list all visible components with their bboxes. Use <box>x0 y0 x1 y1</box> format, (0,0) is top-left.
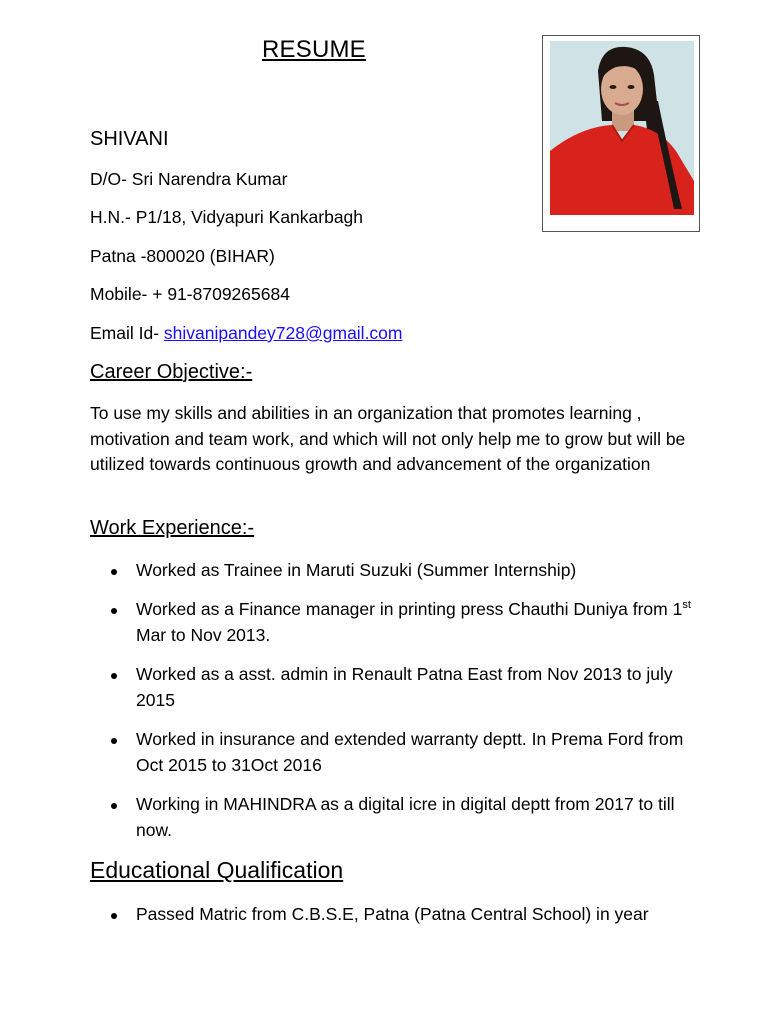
address-line-1: H.N.- P1/18, Vidyapuri Kankarbagh <box>90 207 364 227</box>
work-item-sup: st <box>682 599 691 612</box>
email-line <box>90 323 403 344</box>
education-item: Passed Matric from C.B.S.E, Patna (Patna Central School) in year <box>136 902 696 928</box>
work-item-text: Mar to Nov 2013. <box>136 624 271 645</box>
work-item: Worked as a asst. admin in Renault Patna East from Nov 2013 to july 2015 <box>136 662 696 713</box>
candidate-name: SHIVANI <box>90 128 169 150</box>
profile-photo-frame <box>542 35 700 232</box>
work-item: Worked in insurance and extended warranty deptt. In Prema Ford from Oct 2015 to 31Oct 2016 <box>136 727 696 778</box>
profile-photo <box>550 41 694 215</box>
work-item: Working in MAHINDRA as a digital icre in digital deptt from 2017 to till now. <box>136 792 696 843</box>
parent-name: D/O- Sri Narendra Kumar <box>90 169 288 189</box>
work-item <box>136 597 696 648</box>
education-heading: Educational Qualification <box>90 857 344 883</box>
email-label: Email Id- <box>90 323 164 343</box>
career-objective-heading: Career Objective:- <box>90 361 253 383</box>
work-item: Worked as Trainee in Maruti Suzuki (Summer Internship) <box>136 558 696 584</box>
mobile-number: Mobile- + 91-8709265684 <box>90 284 290 304</box>
work-experience-heading: Work Experience:- <box>90 517 255 539</box>
resume-title: RESUME <box>262 36 366 63</box>
career-objective-text: To use my skills and abilities in an organization that promotes learning , motivation and team work, and which will not only help me to grow but will be utilized towards continuous growth and advancement of the organization <box>90 403 686 474</box>
address-line-2: Patna -800020 (BIHAR) <box>90 246 275 266</box>
email-link[interactable]: shivanipandey728@gmail.com <box>163 323 403 343</box>
work-item-text: Worked as a Finance manager in printing press Chauthi Duniya from 1 <box>136 599 683 619</box>
